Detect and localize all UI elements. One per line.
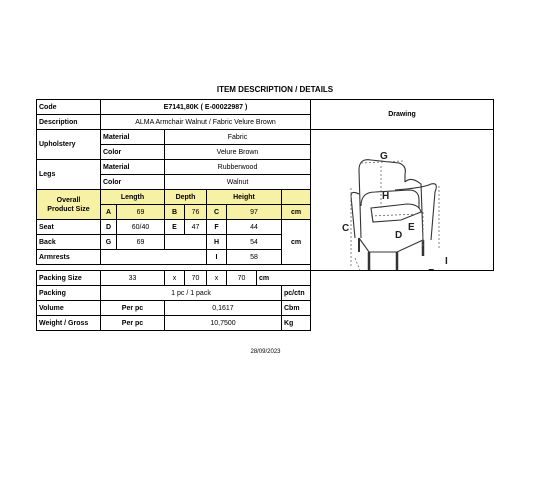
depth-header: Depth	[165, 190, 207, 205]
volume-value: 0,1617	[165, 301, 282, 316]
legs-color-value: Walnut	[165, 175, 311, 190]
legs-color-label: Color	[101, 175, 165, 190]
seat-back-unit: cm	[282, 220, 311, 265]
weight-value: 10,7500	[165, 316, 282, 331]
back-g-val: 69	[117, 235, 165, 250]
packing-size-x1: x	[165, 271, 185, 286]
packing-value: 1 pc / 1 pack	[101, 286, 282, 301]
back-h: H	[207, 235, 227, 250]
label-c: C	[342, 223, 350, 234]
back-blank	[165, 235, 207, 250]
row-packing	[37, 286, 494, 301]
overall-b-val: 76	[185, 205, 207, 220]
document-date: 28/09/2023	[250, 349, 281, 355]
seat-d: D	[101, 220, 117, 235]
weight-per: Per pc	[101, 316, 165, 331]
back-label: Back	[37, 235, 101, 250]
drawing-cell	[311, 130, 494, 319]
code-value: E7141,80K ( E-00022987 )	[101, 100, 311, 115]
packing-label: Packing	[37, 286, 101, 301]
back-g: G	[101, 235, 117, 250]
row-weight	[37, 316, 494, 331]
packing-size-v1: 33	[101, 271, 165, 286]
back-h-val: 54	[227, 235, 282, 250]
label-h: H	[382, 191, 390, 202]
overall-label-line2: Product Size	[47, 205, 90, 213]
label-g: G	[380, 151, 388, 162]
upholstery-color-label: Color	[101, 145, 165, 160]
armrests-label: Armrests	[37, 250, 101, 265]
packing-unit: pc/ctn	[282, 286, 311, 301]
weight-label: Weight / Gross	[37, 316, 101, 331]
armrests-i-val: 58	[227, 250, 282, 265]
overall-label	[37, 190, 101, 220]
upholstery-material-label: Material	[101, 130, 165, 145]
label-d: D	[395, 230, 403, 241]
spec-table	[36, 99, 494, 331]
overall-c: C	[207, 205, 227, 220]
seat-e-val: 47	[185, 220, 207, 235]
seat-d-val: 60/40	[117, 220, 165, 235]
armrests-i: I	[207, 250, 227, 265]
overall-a: A	[101, 205, 117, 220]
seat-e: E	[165, 220, 185, 235]
legs-label: Legs	[37, 160, 101, 190]
overall-label-line1: Overall	[56, 196, 81, 204]
row-packing-size	[37, 271, 494, 286]
volume-unit: Cbm	[282, 301, 311, 316]
volume-per: Per pc	[101, 301, 165, 316]
label-e: E	[408, 222, 415, 233]
description-label: Description	[37, 115, 101, 130]
seat-f: F	[207, 220, 227, 235]
overall-unit: cm	[282, 205, 311, 220]
packing-size-v2: 70	[185, 271, 207, 286]
legs-material-label: Material	[101, 160, 165, 175]
row-code	[37, 100, 494, 115]
upholstery-color-value: Velure Brown	[165, 145, 311, 160]
upholstery-material-value: Fabric	[165, 130, 311, 145]
weight-unit: Kg	[282, 316, 311, 331]
height-header: Height	[207, 190, 282, 205]
row-upholstery-material	[37, 130, 494, 145]
legs-material-value: Rubberwood	[165, 160, 311, 175]
label-i: I	[445, 256, 448, 267]
document-title: ITEM DESCRIPTION / DETAILS	[216, 85, 334, 94]
overall-b: B	[165, 205, 185, 220]
packing-size-v3: 70	[227, 271, 257, 286]
drawing-label: Drawing	[311, 100, 494, 130]
seat-label: Seat	[37, 220, 101, 235]
packing-size-x2: x	[207, 271, 227, 286]
packing-size-unit: cm	[257, 271, 311, 286]
packing-size-label: Packing Size	[37, 271, 101, 286]
code-label: Code	[37, 100, 101, 115]
armchair-drawing: G H C E D I F B A	[342, 151, 448, 319]
volume-label: Volume	[37, 301, 101, 316]
overall-head-blank	[282, 190, 311, 205]
seat-f-val: 44	[227, 220, 282, 235]
row-volume	[37, 301, 494, 316]
length-header: Length	[101, 190, 165, 205]
label-f: F	[428, 268, 435, 279]
overall-c-val: 97	[227, 205, 282, 220]
description-value: ALMA Armchair Walnut / Fabric Velure Brown	[101, 115, 311, 130]
armrests-blank	[101, 250, 207, 265]
upholstery-label: Upholstery	[37, 130, 101, 160]
overall-a-val: 69	[117, 205, 165, 220]
